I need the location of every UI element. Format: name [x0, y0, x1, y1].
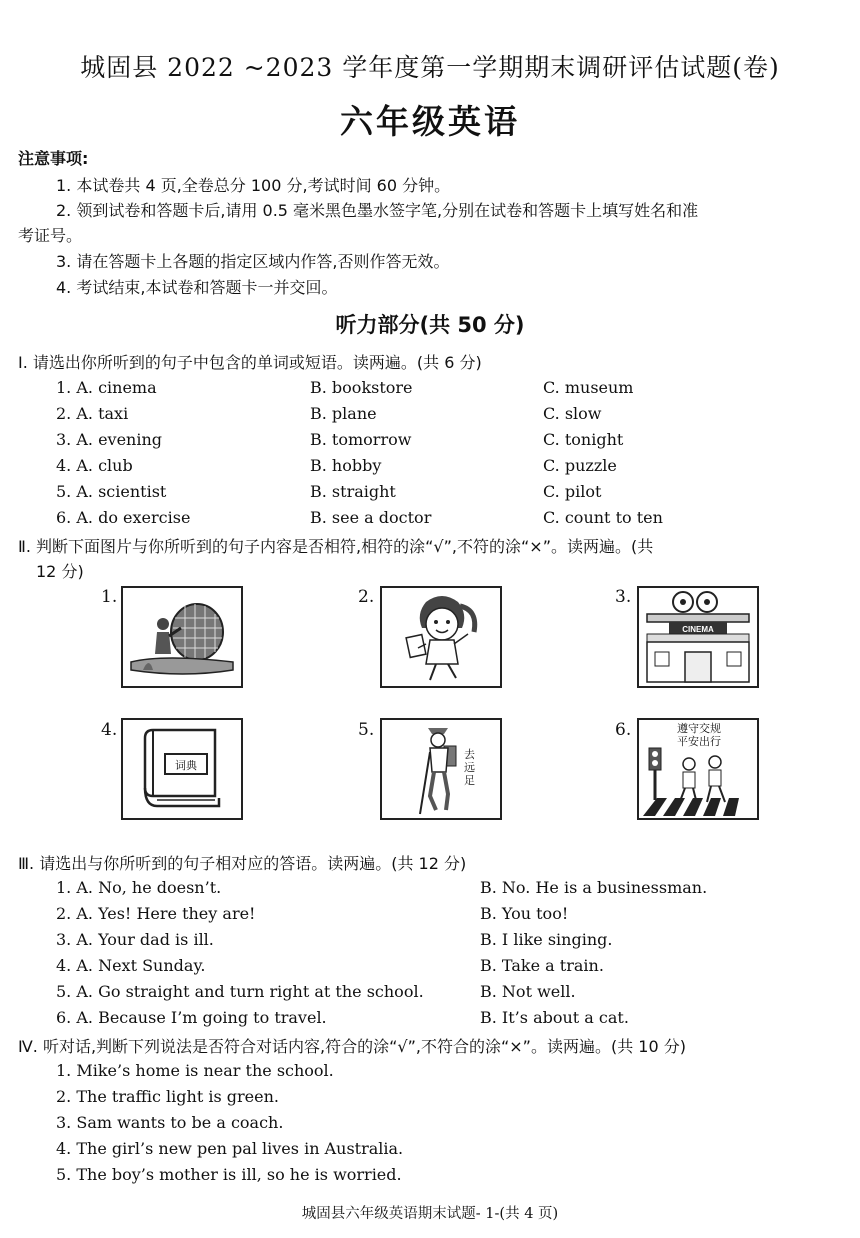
s4-item-2: 2. The traffic light is green. [56, 1087, 279, 1106]
pic-2-number: 2. [358, 587, 375, 607]
girl-illustration [382, 588, 500, 686]
s3-q2-a: 2. A. Yes! Here they are! [56, 904, 256, 923]
hiker-illustration [382, 720, 500, 818]
pic-1-number: 1. [101, 587, 118, 607]
notice-item-4: 4. 考试结束,本试卷和答题卡一并交回。 [56, 278, 338, 297]
dictionary-book-illustration [123, 720, 241, 818]
s1-q3-c: C. tonight [543, 430, 624, 449]
picture-4-dictionary [121, 718, 243, 820]
s1-q1-c: C. museum [543, 378, 634, 397]
s3-q3-b: B. I like singing. [480, 930, 613, 949]
picture-1-fishing-net [121, 586, 243, 688]
s1-q4-b: B. hobby [310, 456, 382, 475]
section3-heading: Ⅲ. 请选出与你所听到的句子相对应的答语。读两遍。(共 12 分) [18, 854, 467, 873]
picture-2-girl-with-paper [380, 586, 502, 688]
page-footer: 城固县六年级英语期末试题- 1-(共 4 页) [301, 1206, 559, 1222]
s1-q3-a: 3. A. evening [56, 430, 163, 449]
s1-q5-a: 5. A. scientist [56, 482, 167, 501]
picture-3-cinema [637, 586, 759, 688]
s3-q6-b: B. It’s about a cat. [480, 1008, 629, 1027]
s1-q2-b: B. plane [310, 404, 377, 423]
cinema-sign-text: CINEMA [682, 625, 714, 634]
picture-5-hiking [380, 718, 502, 820]
notice-item-2-cont: 考证号。 [18, 226, 83, 245]
exam-subtitle: 六年级英语 [340, 102, 520, 141]
s3-q1-a: 1. A. No, he doesn’t. [56, 878, 222, 897]
fishing-net-illustration [123, 588, 241, 686]
exam-title: 城固县 2022 ~2023 学年度第一学期期末调研评估试题(卷) [80, 53, 780, 82]
s4-item-1: 1. Mike’s home is near the school. [56, 1061, 334, 1080]
picture-6-traffic-rules [637, 718, 759, 820]
s3-q2-b: B. You too! [480, 904, 569, 923]
notice-heading: 注意事项: [18, 149, 89, 168]
notice-item-2: 2. 领到试卷和答题卡后,请用 0.5 毫米黑色墨水签字笔,分别在试卷和答题卡上填写姓名和准 [56, 201, 699, 220]
pic-5-number: 5. [358, 720, 375, 740]
s4-item-4: 4. The girl’s new pen pal lives in Australia. [56, 1139, 404, 1158]
pic-4-number: 4. [101, 720, 118, 740]
s4-item-5: 5. The boy’s mother is ill, so he is worried. [56, 1165, 402, 1184]
traffic-slogan-line1: 遵守交规 [677, 722, 721, 735]
section4-heading: Ⅳ. 听对话,判断下列说法是否符合对话内容,符合的涂“√”,不符合的涂“×”。读两遍。(共 10 分) [18, 1037, 686, 1056]
s1-q6-a: 6. A. do exercise [56, 508, 191, 527]
s3-q3-a: 3. A. Your dad is ill. [56, 930, 214, 949]
cinema-illustration [639, 588, 757, 686]
s1-q1-b: B. bookstore [310, 378, 413, 397]
s3-q1-b: B. No. He is a businessman. [480, 878, 708, 897]
s1-q4-a: 4. A. club [56, 456, 133, 475]
s1-q4-c: C. puzzle [543, 456, 617, 475]
s1-q2-a: 2. A. taxi [56, 404, 129, 423]
dictionary-label: 词典 [175, 759, 197, 772]
s3-q4-a: 4. A. Next Sunday. [56, 956, 206, 975]
hiking-label: 去远足 [464, 748, 475, 787]
s3-q5-a: 5. A. Go straight and turn right at the school. [56, 982, 424, 1001]
s3-q6-a: 6. A. Because I’m going to travel. [56, 1008, 327, 1027]
s3-q4-b: B. Take a train. [480, 956, 604, 975]
traffic-slogan [677, 722, 721, 748]
s4-item-3: 3. Sam wants to be a coach. [56, 1113, 284, 1132]
s1-q6-b: B. see a doctor [310, 508, 432, 527]
section2-heading: Ⅱ. 判断下面图片与你所听到的句子内容是否相符,相符的涂“√”,不符的涂“×”。读两遍。(共 [18, 537, 654, 556]
section1-heading: Ⅰ. 请选出你所听到的句子中包含的单词或短语。读两遍。(共 6 分) [18, 353, 482, 372]
s1-q6-c: C. count to ten [543, 508, 663, 527]
s1-q5-c: C. pilot [543, 482, 602, 501]
section2-heading-cont: 12 分) [36, 562, 84, 581]
notice-item-3: 3. 请在答题卡上各题的指定区域内作答,否则作答无效。 [56, 252, 450, 271]
s1-q2-c: C. slow [543, 404, 602, 423]
s1-q5-b: B. straight [310, 482, 396, 501]
listening-title: 听力部分(共 50 分) [335, 313, 525, 337]
notice-item-1: 1. 本试卷共 4 页,全卷总分 100 分,考试时间 60 分钟。 [56, 176, 451, 195]
s1-q1-a: 1. A. cinema [56, 378, 157, 397]
pic-3-number: 3. [615, 587, 632, 607]
s3-q5-b: B. Not well. [480, 982, 576, 1001]
s1-q3-b: B. tomorrow [310, 430, 412, 449]
traffic-slogan-line2: 平安出行 [677, 735, 721, 748]
pic-6-number: 6. [615, 720, 632, 740]
